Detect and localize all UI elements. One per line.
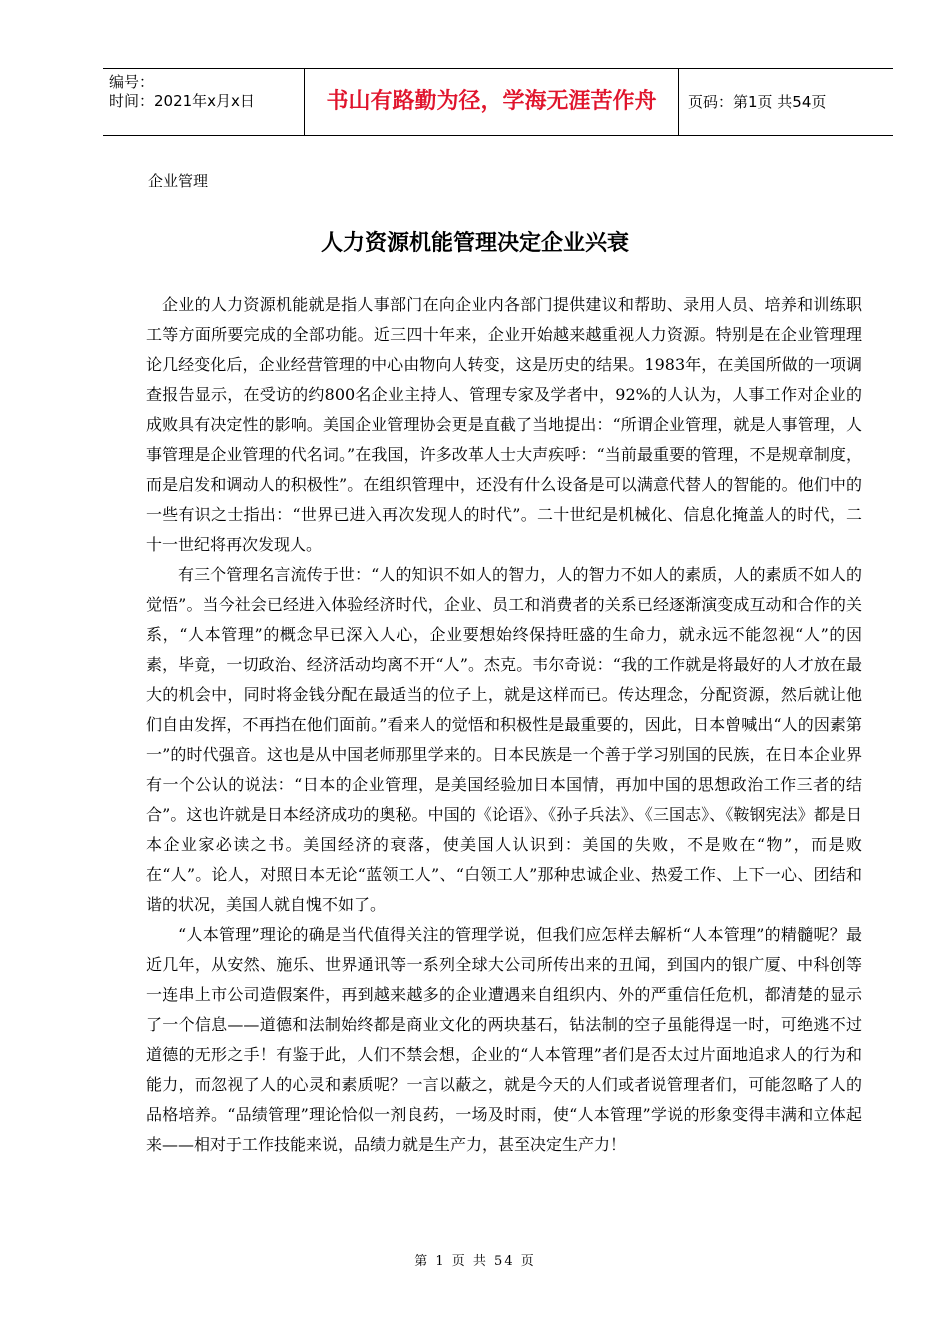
paragraph: 企业的人力资源机能就是指人事部门在向企业内各部门提供建议和帮助、录用人员、培养和训练职工等方面所要完成的全部功能。近三四十年来，企业开始越来越重视人力资源。特别是在企业管理理论几经变化后，企业经营管理的中心由物向人转变，这是历史的结果。1983年，在美国所做的一项调查报告显示，在受访的约800名企业主持人、管理专家及学者中，92%的人认为，人事工作对企业的成败具有决定性的影响。美国企业管理协会更是直截了当地提出：“所谓企业管理，就是人事管理，人事管理是企业管理的代名词。”在我国，许多改革人士大声疾呼：“当前最重要的管理，不是规章制度，而是启发和调动人的积极性”。在组织管理中，还没有什么设备是可以满意代替人的智能的。他们中的一些有识之士指出：“世界已进入再次发现人的时代”。二十世纪是机械化、信息化掩盖人的时代，二十一世纪将再次发现人。 <box>146 295 862 554</box>
paragraph: 有三个管理名言流传于世：“人的知识不如人的智力，人的智力不如人的素质，人的素质不如人的觉悟”。当今社会已经进入体验经济时代，企业、员工和消费者的关系已经逐渐演变成互动和合作的关系，“人本管理”的概念早已深入人心，企业要想始终保持旺盛的生命力，就永远不能忽视“人”的因素，毕竟，一切政治、经济活动均离不开“人”。杰克。韦尔奇说：“我的工作就是将最好的人才放在最大的机会中，同时将金钱分配在最适当的位子上，就是这样而已。传达理念，分配资源，然后就让他们自由发挥，不再挡在他们面前。”看来人的觉悟和积极性是最重要的，因此，日本曾喊出“人的因素第一”的时代强音。这也是从中国老师那里学来的。日本民族是一个善于学习别国的民族，在日本企业界有一个公认的说法：“日本的企业管理，是美国经验加日本国情，再加中国的思想政治工作三者的结合”。这也许就是日本经济成功的奥秘。中国的《论语》、《孙子兵法》、《三国志》、《鞍钢宪法》都是日本企业家必读之书。美国经济的衰落，使美国人认识到：美国的失败，不是败在“物”，而是败在“人”。论人，对照日本无论“蓝领工人”、“白领工人”那种忠诚企业、热爱工作、上下一心、团结和谐的状况，美国人就自愧不如了。 <box>146 565 862 914</box>
document-title: 人力资源机能管理决定企业兴衰 <box>320 231 629 256</box>
page-footer: 第 1 页 共 54 页 <box>414 1254 536 1269</box>
document-body <box>146 290 862 1160</box>
document-header <box>103 68 893 136</box>
header-meta-cell <box>103 69 305 135</box>
header-motto: 书山有路勤为径，学海无涯苦作舟 <box>305 69 679 135</box>
category-label: 企业管理 <box>148 172 209 190</box>
date-label: 时间：2021年x月x日 <box>109 92 255 110</box>
paragraph: “人本管理”理论的确是当代值得关注的管理学说，但我们应怎样去解析“人本管理”的精髓呢？最近几年，从安然、施乐、世界通讯等一系列全球大公司所传出来的丑闻，到国内的银广厦、中科创等一连串上市公司造假案件，再到越来越多的企业遭遇来自组织内、外的严重信任危机，都清楚的显示了一个信息——道德和法制始终都是商业文化的两块基石，钻法制的空子虽能得逞一时，可绝逃不过道德的无形之手！有鉴于此，人们不禁会想，企业的“人本管理”者们是否太过片面地追求人的行为和能力，而忽视了人的心灵和素质呢？一言以蔽之，就是今天的人们或者说管理者们，可能忽略了人的品格培养。“品绩管理”理论恰似一剂良药，一场及时雨，使“人本管理”学说的形象变得丰满和立体起来——相对于工作技能来说，品绩力就是生产力，甚至决定生产力！ <box>146 925 862 1154</box>
header-page-code: 页码：第1页 共54页 <box>688 93 827 111</box>
number-label: 编号： <box>109 73 155 91</box>
